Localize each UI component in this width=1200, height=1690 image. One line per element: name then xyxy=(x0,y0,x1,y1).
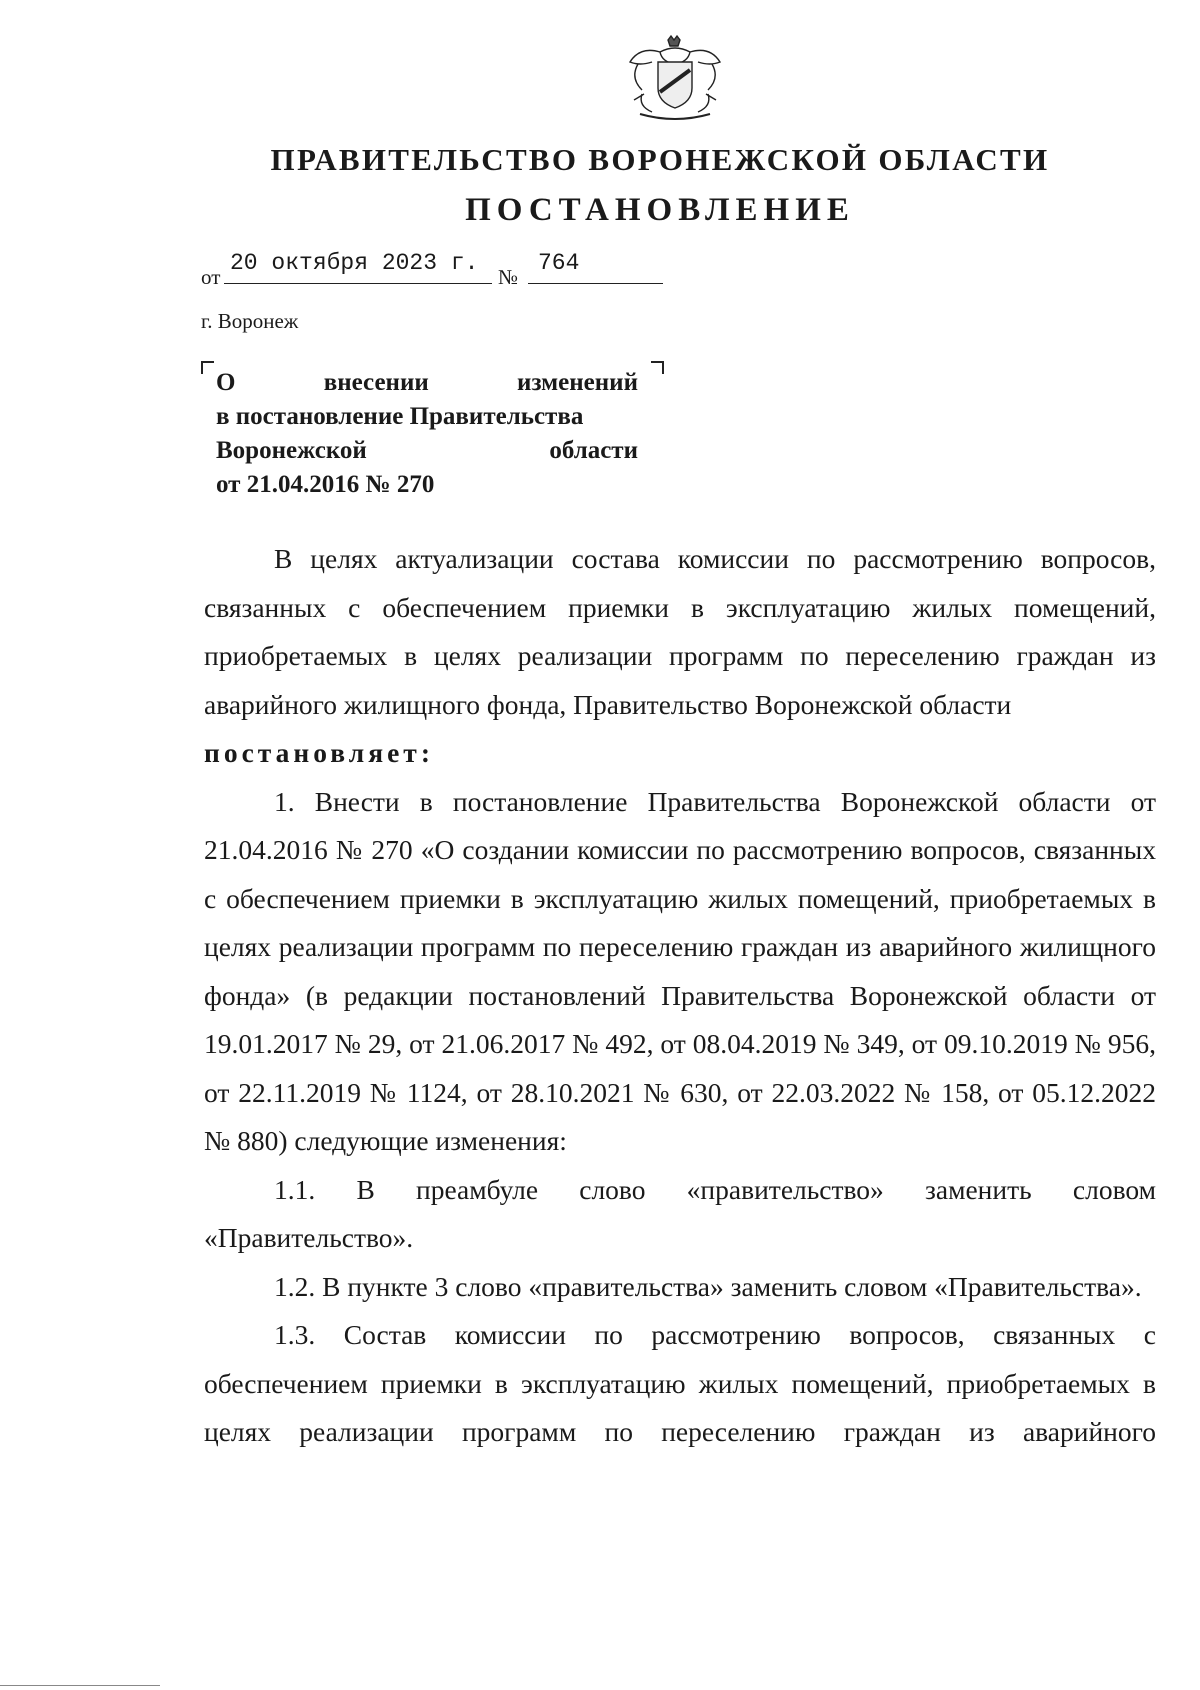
resolves-word: постановляет: xyxy=(204,737,434,768)
coat-of-arms-icon xyxy=(620,34,730,124)
item-1-2: 1.2. В пункте 3 слово «правительства» заменить словом «Правительства». xyxy=(274,1270,1142,1302)
date-underline xyxy=(224,283,492,284)
number-underline xyxy=(528,283,663,284)
date-value: 20 октября 2023 г. xyxy=(230,250,479,276)
preamble-paragraph: В целях актуализации состава комиссии по рассмотрению вопросов, связанных с обеспечением приемки в эксплуатацию жилых помещений, приобретаемых в целях реализации программ по переселению граждан из аварийного жилищного фонда, Правительство Воронежской области xyxy=(204,543,1156,720)
footer-rule xyxy=(0,1685,160,1686)
item-1-1: 1.1. В преамбуле слово «правительство» заменить словом «Правительство». xyxy=(204,1173,1156,1253)
city: г. Воронеж xyxy=(201,309,299,333)
item-1-3: 1.3. Состав комиссии по рассмотрению вопросов, связанных с обеспечением приемки в эксплуатацию жилых помещений, приобретаемых в целях реализации программ по переселению граждан из аварийного xyxy=(204,1319,1156,1447)
item-1: 1. Внести в постановление Правительства Воронежской области от 21.04.2016 № 270 «О создании комиссии по рассмотрению вопросов, связанных с обеспечением приемки в эксплуатацию жилых помещений, приобретаемых в целях реализации программ по переселению граждан из аварийного жилищного фонда» (в редакции постановлений Правительства Воронежской области от 19.01.2017 № 29, от 21.06.2017 № 492, от 08.04.2019 № 349, от 09.10.2019 № 956, от 22.11.2019 № 1124, от 28.10.2021 № 630, от 22.03.2022 № 158, от 05.12.2022 № 880) следующие изменения: xyxy=(204,785,1156,1156)
date-prefix: от xyxy=(201,265,221,289)
number-value: 764 xyxy=(538,250,580,276)
subject-line-2: в постановление Правительства xyxy=(216,403,584,430)
subject-corner-right xyxy=(651,361,664,374)
subject-line-4: от 21.04.2016 № 270 xyxy=(216,471,435,498)
subject-line-1: О внесении изменений xyxy=(216,369,638,396)
number-prefix: № xyxy=(498,265,519,289)
subject-line-3: Воронежской области xyxy=(216,437,638,464)
document-type: ПОСТАНОВЛЕНИЕ xyxy=(465,192,855,228)
subject-corner-left xyxy=(201,361,214,374)
organization-title: ПРАВИТЕЛЬСТВО ВОРОНЕЖСКОЙ ОБЛАСТИ xyxy=(270,142,1050,177)
document-body xyxy=(204,535,1156,1457)
subject-block xyxy=(216,366,638,502)
